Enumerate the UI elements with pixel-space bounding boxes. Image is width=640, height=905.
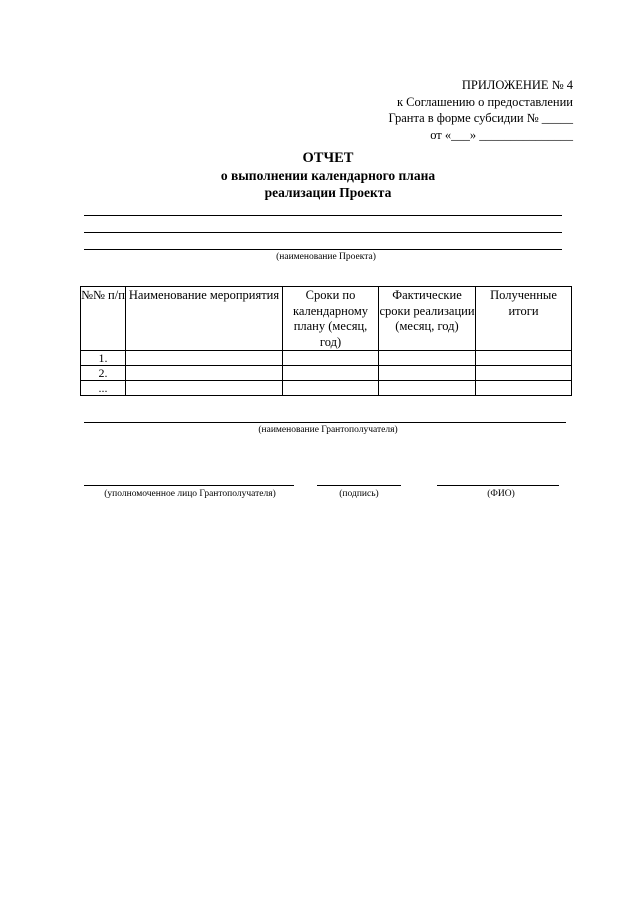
project-name-line-2 bbox=[84, 232, 562, 233]
row-results-cell bbox=[476, 381, 572, 396]
table-row bbox=[81, 381, 572, 396]
full-name-line bbox=[437, 485, 559, 486]
header-planned-dates: Сроки по календарному плану (месяц, год) bbox=[283, 287, 379, 351]
header-results: Полученные итоги bbox=[476, 287, 572, 351]
title-project: реализации Проекта bbox=[264, 185, 392, 200]
events-table bbox=[80, 286, 572, 396]
appendix-agreement-ref: к Соглашению о предоставлении bbox=[396, 94, 573, 109]
title-report: ОТЧЕТ bbox=[302, 150, 354, 166]
row-actual-cell bbox=[379, 366, 476, 381]
project-name-line-1 bbox=[84, 215, 562, 216]
project-name-line-3 bbox=[84, 249, 562, 250]
table-row bbox=[81, 351, 572, 366]
row-planned-cell bbox=[283, 366, 379, 381]
row-planned-cell bbox=[283, 351, 379, 366]
row-number: 1. bbox=[81, 351, 126, 366]
row-results-cell bbox=[476, 366, 572, 381]
header-actual-dates: Фактические сроки реализации (месяц, год) bbox=[379, 287, 476, 351]
row-results-cell bbox=[476, 351, 572, 366]
appendix-number: ПРИЛОЖЕНИЕ № 4 bbox=[461, 78, 573, 92]
row-number: 2. bbox=[81, 366, 126, 381]
title-subtitle: о выполнении календарного плана bbox=[220, 168, 436, 183]
table-header-row bbox=[81, 287, 572, 351]
row-planned-cell bbox=[283, 381, 379, 396]
appendix-header bbox=[389, 77, 573, 143]
row-event-cell bbox=[126, 351, 283, 366]
full-name-caption: (ФИО) bbox=[487, 489, 515, 499]
table-row bbox=[81, 366, 572, 381]
grantee-name-line bbox=[84, 422, 566, 423]
row-actual-cell bbox=[379, 381, 476, 396]
appendix-grant-number: Гранта в форме субсидии № _____ bbox=[388, 111, 573, 125]
document-title bbox=[0, 150, 640, 201]
row-event-cell bbox=[126, 366, 283, 381]
appendix-date: от «___» _______________ bbox=[430, 127, 573, 142]
authorized-person-caption: (уполномоченное лицо Грантополучателя) bbox=[104, 489, 276, 499]
row-actual-cell bbox=[379, 351, 476, 366]
authorized-person-line bbox=[84, 485, 294, 486]
row-number: ... bbox=[81, 381, 126, 396]
header-number: №№ п/п bbox=[81, 287, 126, 351]
header-event-name: Наименование мероприятия bbox=[126, 287, 283, 351]
project-name-caption: (наименование Проекта) bbox=[276, 252, 376, 262]
signature-caption: (подпись) bbox=[339, 489, 379, 499]
signature-line bbox=[317, 485, 401, 486]
grantee-name-caption: (наименование Грантополучателя) bbox=[258, 425, 398, 435]
row-event-cell bbox=[126, 381, 283, 396]
